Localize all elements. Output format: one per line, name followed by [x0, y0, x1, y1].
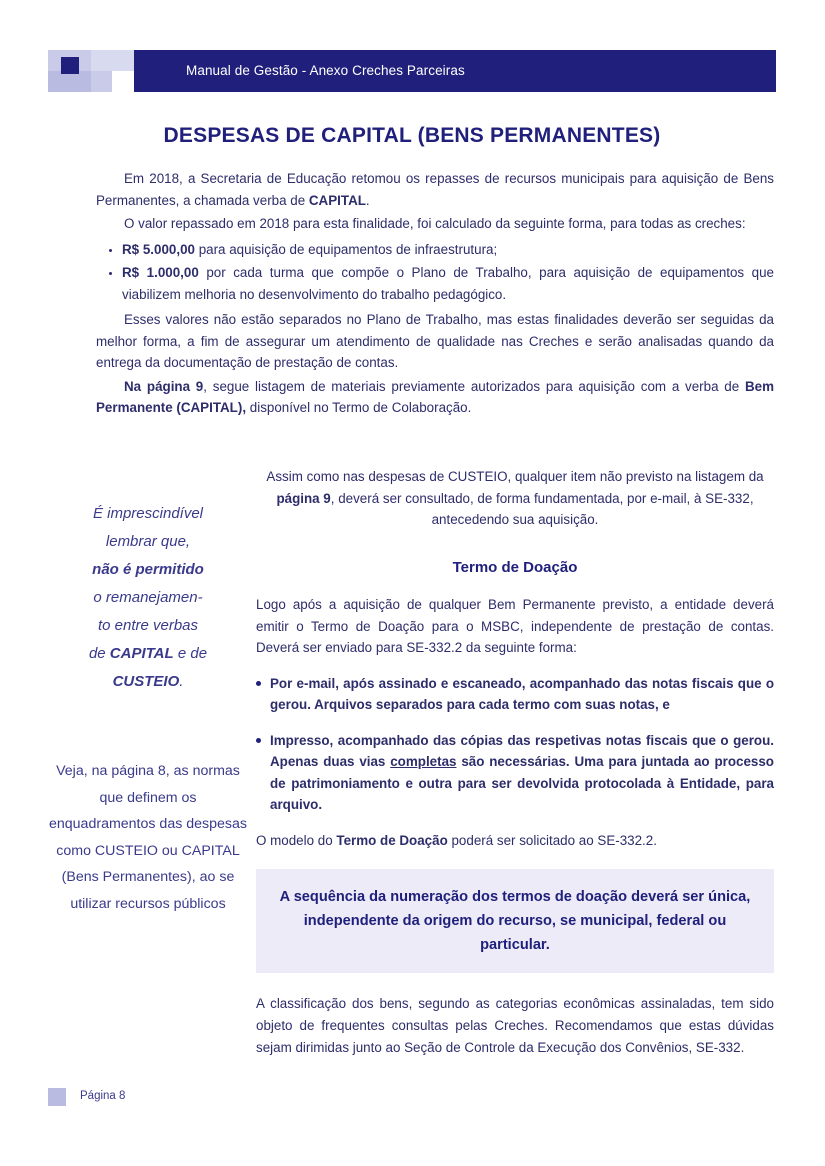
- intro-p4-bold-page: Na página 9: [124, 378, 204, 394]
- quote-line-3: o remanejamen-: [93, 589, 203, 606]
- intro-p1-after: .: [365, 192, 370, 208]
- termo-p2-bold: Termo de Doação: [336, 832, 448, 848]
- sidebar-note: Veja, na página 8, as normas que definem os enquadramentos das despesas como CUSTEIO ou CAPITAL (Bens Permanentes), ao se utilizar recursos públicos: [49, 763, 247, 912]
- list-item: [96, 239, 774, 261]
- bullet-1-amount: R$ 5.000,00: [122, 241, 195, 257]
- quote-line-4: to entre verbas: [97, 617, 199, 634]
- sidebar-quote: [48, 500, 248, 696]
- intro-paragraph-1: [96, 168, 774, 211]
- right-intro-bold-page: página 9: [276, 490, 331, 506]
- intro-paragraph-4: [96, 376, 774, 419]
- intro-p1-bold: CAPITAL: [308, 192, 366, 208]
- quote-line-1: É imprescindível: [92, 505, 204, 522]
- header-decoration-squares: [48, 50, 134, 92]
- section-heading-termo-doacao: Termo de Doação: [452, 558, 578, 576]
- right-main-column: [256, 466, 774, 1059]
- list-item: [256, 730, 774, 816]
- values-bullet-list: [96, 239, 774, 306]
- bullet-2-part-b: são necessárias. Uma para juntada ao processo de patrimoniamento e outra para ser devolvida protocolada à Entidade, para arquivo.: [270, 754, 774, 812]
- quote-bold-line: não é permitido: [92, 561, 204, 578]
- intro-p4-bold-capital: Bem Permanente (CAPITAL),: [96, 378, 774, 415]
- quote-line-5-b: e de: [173, 645, 208, 662]
- right-intro-paragraph: [256, 466, 774, 531]
- intro-section: [96, 168, 774, 421]
- bullet-2-text: por cada turma que compõe o Plano de Trabalho, para aquisição de equipamentos que viabilizem melhoria no desenvolvimento do trabalho pedagógico.: [122, 265, 774, 302]
- quote-line-2: lembrar que,: [105, 533, 191, 550]
- bullet-2-underlined: completas: [390, 754, 457, 769]
- bullet-2-amount: R$ 1.000,00: [122, 265, 199, 280]
- intro-paragraph-2: O valor repassado em 2018 para esta finalidade, foi calculado da seguinte forma, para todas as creches:: [124, 216, 746, 231]
- highlight-callout: A sequência da numeração dos termos de doação deverá ser única, independente da origem do recurso, se municipal, federal ou particular.: [256, 869, 774, 973]
- left-sidebar-column: [48, 500, 248, 917]
- bullet-1-text: para aquisição de equipamentos de infraestrutura;: [194, 241, 498, 257]
- footer-decoration-square: [48, 1088, 66, 1106]
- termo-p2-b: poderá ser solicitado ao SE-332.2.: [447, 832, 657, 848]
- quote-line-6-bold: CUSTEIO: [112, 673, 180, 690]
- intro-p4-mid: , segue listagem de materiais previamente autorizados para aquisição com a verba de: [203, 378, 745, 394]
- header-title-text: Manual de Gestão - Anexo Creches Parceiras: [186, 63, 465, 78]
- quote-line-5-bold: CAPITAL: [109, 645, 174, 662]
- closing-paragraph: A classificação dos bens, segundo as categorias econômicas assinaladas, tem sido objeto de frequentes consultas pelas Creches. Recomendamos que estas dúvidas sejam dirimidas junto ao Seção de Controle da Execução dos Convênios, SE-332.: [256, 996, 774, 1055]
- right-intro-a: Assim como nas despesas de CUSTEIO, qualquer item não previsto na listagem da: [266, 469, 764, 484]
- quote-line-5-a: de: [88, 645, 110, 662]
- termo-paragraph-2: [256, 830, 774, 852]
- right-intro-b: , deverá ser consultado, de forma fundamentada, por e-mail, à SE-332, antecedendo sua aquisição.: [330, 490, 754, 527]
- termo-p2-a: O modelo do: [256, 832, 337, 848]
- page-title: DESPESAS DE CAPITAL (BENS PERMANENTES): [163, 124, 661, 147]
- intro-p4-end: disponível no Termo de Colaboração.: [246, 400, 472, 415]
- page-header: [48, 50, 776, 92]
- termo-bullet-list: [256, 673, 774, 816]
- intro-paragraph-3: Esses valores não estão separados no Plano de Trabalho, mas estas finalidades deverão ser seguidas da melhor forma, a fim de assegurar um atendimento de qualidade nas Creches e serão analisadas quando da entrega da documentação de prestação de contas.: [96, 312, 774, 370]
- bullet-2-part-a: Impresso, acompanhado das cópias das respetivas notas fiscais que o gerou. Apenas duas vias: [270, 732, 774, 769]
- intro-p1-before: Em 2018, a Secretaria de Educação retomou os repasses de recursos municipais para aquisição de Bens Permanentes, a chamada verba de: [96, 171, 774, 208]
- quote-line-6-end: .: [179, 673, 184, 690]
- page-footer: [48, 1088, 348, 1108]
- list-item: [96, 262, 774, 305]
- header-title-bar: [134, 50, 776, 92]
- list-item: Por e-mail, após assinado e escaneado, acompanhado das notas fiscais que o gerou. Arquivos separados para cada termo com suas notas, e: [256, 673, 774, 716]
- termo-paragraph-1: Logo após a aquisição de qualquer Bem Permanente previsto, a entidade deverá emitir o Termo de Doação para o MSBC, independente de prestação de contas. Deverá ser enviado para SE-332.2 da seguinte forma:: [256, 597, 774, 655]
- footer-page-number: Página 8: [80, 1090, 126, 1102]
